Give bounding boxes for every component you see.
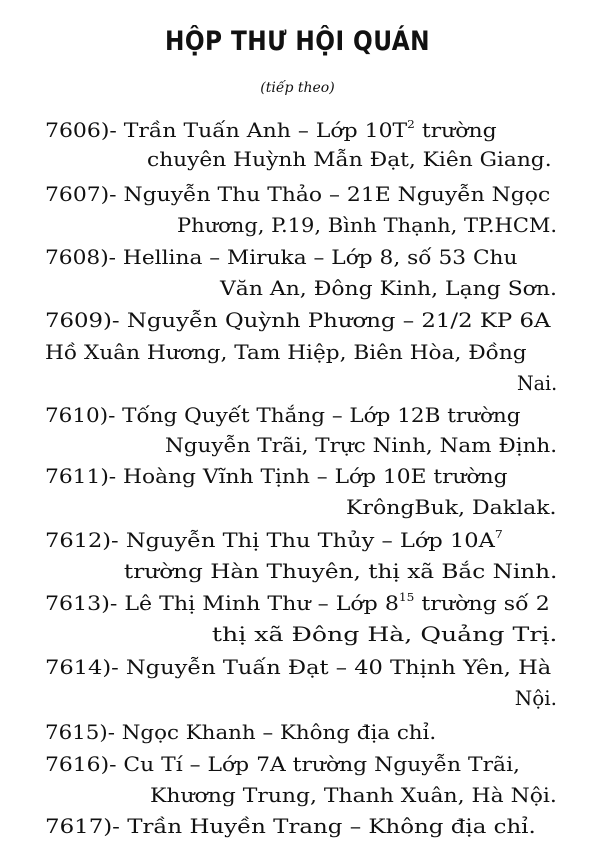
entry-7611-line-1: 7611)- Hoàng Vĩnh Tịnh – Lớp 10E trường — [45, 464, 508, 488]
entry-7606-line-1: 7606)- Trần Tuấn Anh – Lớp $10T^2$ trường — [45, 118, 497, 142]
entry-7616-line-1: 7616)- Cu Tí – Lớp 7A trường Nguyễn Trãi, — [45, 752, 521, 776]
entry-7610-line-2: Nguyễn Trãi, Trực Ninh, Nam Định. — [164, 433, 557, 457]
entry-7609-line-3: Nai. — [516, 371, 557, 395]
entry-7607-line-2: Phương, P.19, Bình Thạnh, TP.HCM. — [176, 213, 557, 237]
entry-7614-line-2: Nội. — [514, 686, 557, 710]
entry-7612-line-1: 7612)- Nguyễn Thị Thu Thủy – Lớp $10A^7$ — [45, 528, 503, 552]
entry-7617-line-1: 7617)- Trần Huyền Trang – Không địa chỉ. — [45, 814, 536, 838]
page-subtitle: (tiếp theo) — [260, 80, 335, 96]
entry-7608-line-2: Văn An, Đông Kinh, Lạng Sơn. — [220, 276, 557, 300]
entry-7616-line-2: Khương Trung, Thanh Xuân, Hà Nội. — [150, 783, 557, 807]
entry-7613-superscript: 15 — [398, 591, 415, 604]
entry-7609-line-2: Hồ Xuân Hương, Tam Hiệp, Biên Hòa, Đồng — [45, 340, 527, 364]
entry-7609-line-1: 7609)- Nguyễn Quỳnh Phương – 21/2 KP 6A — [45, 308, 551, 332]
entry-7610-line-1: 7610)- Tống Quyết Thắng – Lớp 12B trường — [45, 403, 521, 427]
entry-7613-line-1: 7613)- Lê Thị Minh Thư – Lớp $8^{15}$ trường số 2 — [45, 591, 550, 615]
entry-7615-line-1: 7615)- Ngọc Khanh – Không địa chỉ. — [45, 720, 437, 744]
entry-7612-line-2: trường Hàn Thuyên, thị xã Bắc Ninh. — [123, 559, 557, 583]
entry-7607-line-1: 7607)- Nguyễn Thu Thảo – 21E Nguyễn Ngọc — [45, 182, 551, 206]
entry-7613-line-2: thị xã Đông Hà, Quảng Trị. — [211, 622, 557, 646]
entry-7611-line-2: KrôngBuk, Daklak. — [346, 495, 557, 519]
entry-7608-line-1: 7608)- Hellina – Miruka – Lớp 8, số 53 Chu — [45, 245, 518, 269]
entry-7606-line-2: chuyên Huỳnh Mẫn Đạt, Kiên Giang. — [147, 147, 552, 171]
entry-7614-line-1: 7614)- Nguyễn Tuấn Đạt – 40 Thịnh Yên, Hà — [45, 655, 552, 679]
entry-7606-superscript: 2 — [407, 118, 415, 131]
page-title: HỘP THƯ HỘI QUÁN — [164, 26, 431, 57]
entry-7612-superscript: 7 — [494, 528, 503, 541]
